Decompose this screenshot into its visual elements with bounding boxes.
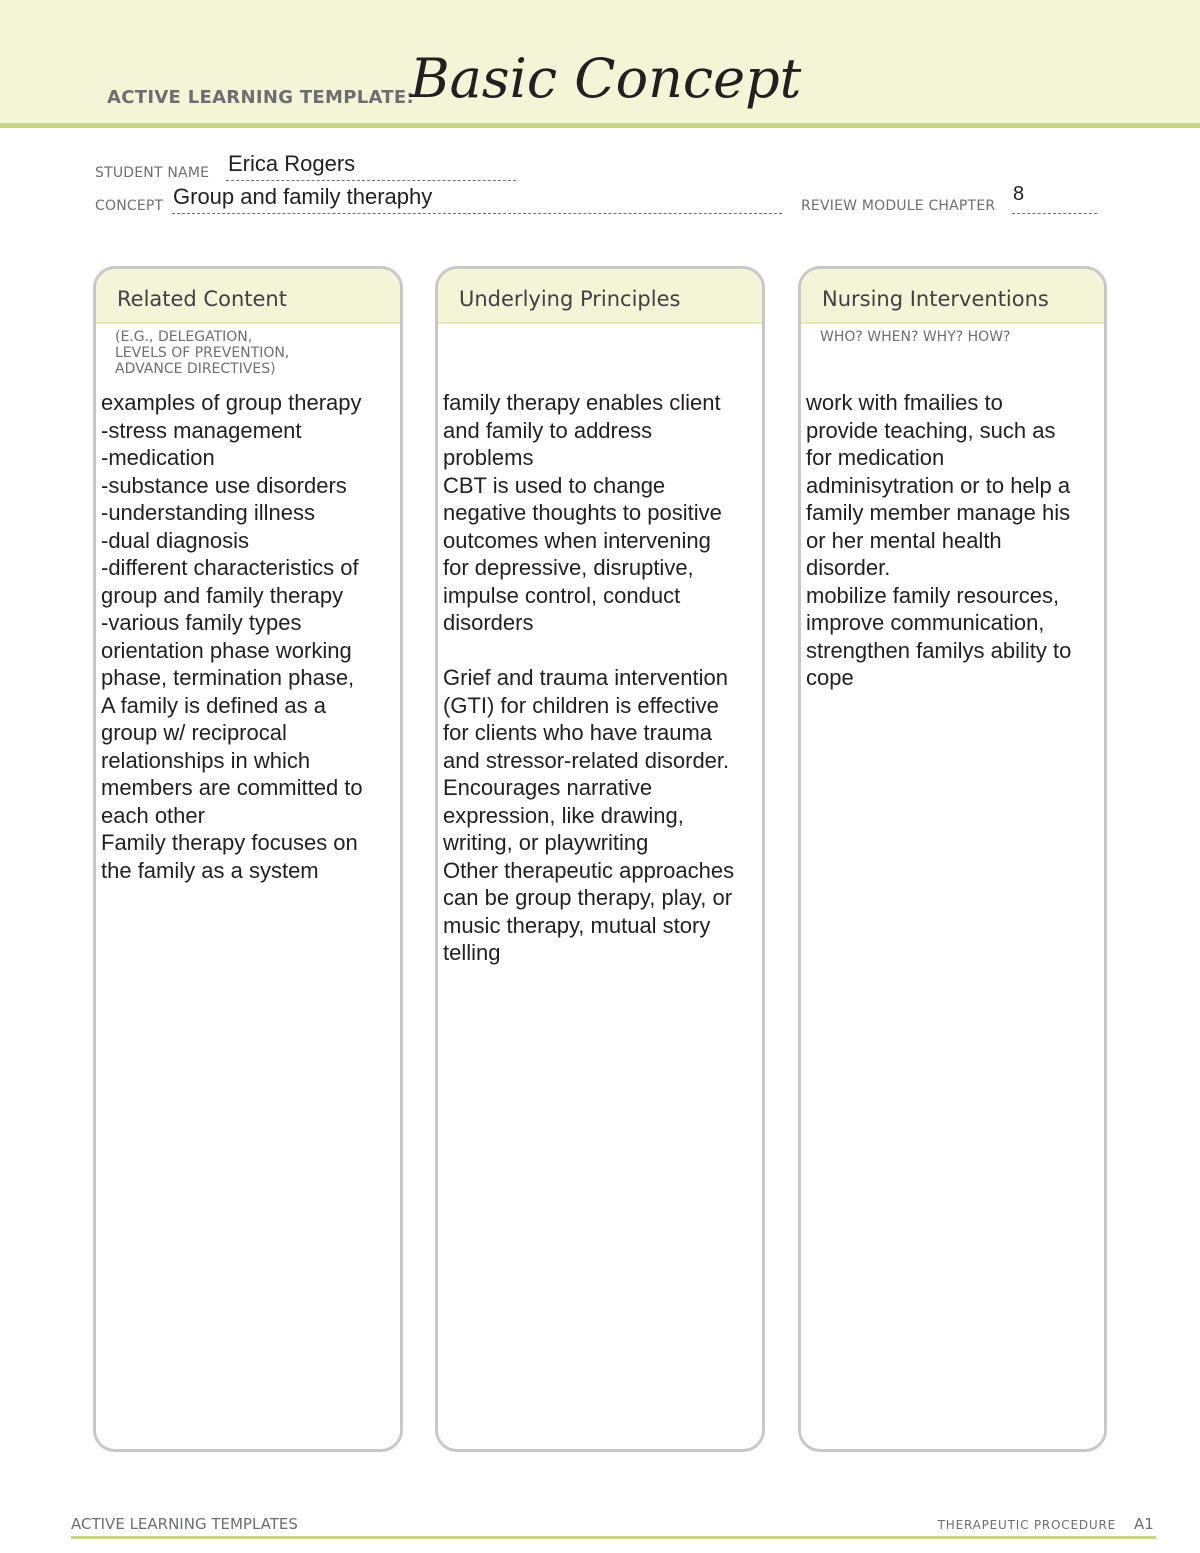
nursing-interventions-card xyxy=(798,266,1107,1452)
text-line: relationships in which xyxy=(101,747,311,773)
footer-left-label: ACTIVE LEARNING TEMPLATES xyxy=(71,1515,298,1533)
chapter-label: REVIEW MODULE CHAPTER xyxy=(801,198,996,214)
text-line xyxy=(443,637,758,665)
text-line: provide teaching, such as xyxy=(806,417,1056,443)
text-line: A family is defined as a xyxy=(101,692,327,718)
text-line: work with fmailies to xyxy=(806,390,1003,415)
text-line: strengthen familys ability to xyxy=(806,637,1072,663)
text-line: for medication xyxy=(806,445,945,470)
text-line: group w/ reciprocal xyxy=(101,720,287,745)
text-line: or her mental health xyxy=(806,527,1002,553)
related-content-title: Related Content xyxy=(117,287,287,311)
nursing-interventions-hint: WHO? WHEN? WHY? HOW? xyxy=(820,329,1011,345)
chapter-line xyxy=(1012,213,1097,214)
text-line: phase, termination phase, xyxy=(101,665,355,690)
concept-line xyxy=(172,213,782,214)
nursing-interventions-body[interactable] xyxy=(806,389,1100,692)
text-line: -medication xyxy=(101,445,215,470)
underlying-principles-title: Underlying Principles xyxy=(459,287,681,311)
footer-right-label: THERAPEUTIC PROCEDURE xyxy=(937,1518,1116,1532)
text-line: adminisytration or to help a xyxy=(806,472,1071,498)
text-line: mobilize family resources, xyxy=(806,582,1060,608)
text-line: examples of group therapy xyxy=(101,390,362,415)
text-line: impulse control, conduct xyxy=(443,582,681,608)
text-line: Family therapy focuses on xyxy=(101,830,358,855)
related-content-body[interactable] xyxy=(101,389,396,884)
text-line: members are committed to xyxy=(101,775,363,800)
text-line: -substance use disorders xyxy=(101,472,347,498)
text-line: family therapy enables client xyxy=(443,390,721,415)
text-line: family member manage his xyxy=(806,500,1071,525)
underlying-principles-body[interactable] xyxy=(443,389,758,967)
text-line: -different characteristics of xyxy=(101,555,359,580)
header-rule xyxy=(0,123,1200,128)
text-line: negative thoughts to positive xyxy=(443,500,722,525)
concept-label: CONCEPT xyxy=(95,198,164,214)
text-line: telling xyxy=(443,940,501,965)
text-line: outcomes when intervening xyxy=(443,527,711,553)
text-line: Encourages narrative xyxy=(443,775,653,800)
chapter-field[interactable]: 8 xyxy=(1013,183,1025,205)
text-line: orientation phase working xyxy=(101,637,352,663)
text-line: -various family types xyxy=(101,610,302,635)
text-line: each other xyxy=(101,802,205,828)
text-line: and stressor-related disorder. xyxy=(443,747,730,773)
nursing-interventions-title: Nursing Interventions xyxy=(822,287,1049,311)
template-prefix: ACTIVE LEARNING TEMPLATE: xyxy=(107,87,414,108)
text-line: improve communication, xyxy=(806,610,1045,635)
text-line: can be group therapy, play, or xyxy=(443,885,733,910)
underlying-principles-card xyxy=(435,266,765,1452)
text-line: CBT is used to change xyxy=(443,472,666,498)
text-line: the family as a system xyxy=(101,857,319,883)
text-line: group and family therapy xyxy=(101,582,344,608)
text-line: disorder. xyxy=(806,555,891,580)
student-name-line xyxy=(226,180,516,181)
student-name-field[interactable]: Erica Rogers xyxy=(228,151,356,176)
text-line: problems xyxy=(443,445,534,470)
text-line: -dual diagnosis xyxy=(101,527,249,553)
text-line: (GTI) for children is effective xyxy=(443,692,719,718)
text-line: expression, like drawing, xyxy=(443,802,684,828)
text-line: -understanding illness xyxy=(101,500,316,525)
text-line: cope xyxy=(806,665,854,690)
text-line: and family to address xyxy=(443,417,653,443)
text-line: for depressive, disruptive, xyxy=(443,555,694,580)
text-line: -stress management xyxy=(101,417,302,443)
footer-page-code: A1 xyxy=(1134,1515,1154,1533)
student-name-label: STUDENT NAME xyxy=(95,165,210,181)
related-content-card xyxy=(93,266,403,1452)
concept-field[interactable]: Group and family theraphy xyxy=(173,184,433,209)
related-content-hint: (E.G., DELEGATION, LEVELS OF PREVENTION, ADVANCE DIRECTIVES) xyxy=(115,329,290,377)
page-title: Basic Concept xyxy=(410,47,802,110)
text-line: for clients who have trauma xyxy=(443,720,713,745)
text-line: Grief and trauma intervention xyxy=(443,665,728,690)
text-line: writing, or playwriting xyxy=(443,830,649,855)
text-line: music therapy, mutual story xyxy=(443,912,711,938)
text-line: Other therapeutic approaches xyxy=(443,857,735,883)
footer-rule xyxy=(71,1536,1156,1539)
text-line: disorders xyxy=(443,610,534,635)
